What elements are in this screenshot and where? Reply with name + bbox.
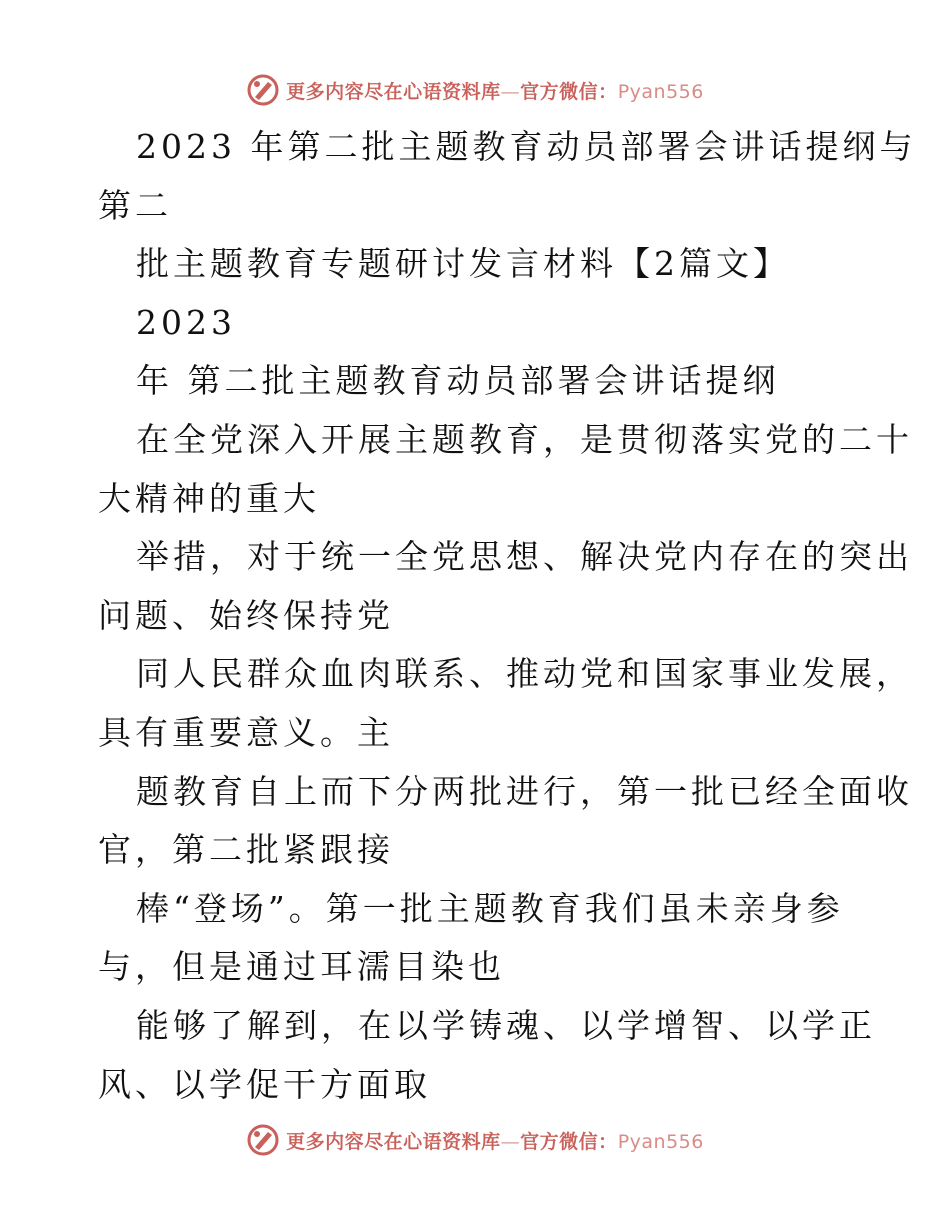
footer-watermark	[0, 1120, 950, 1160]
document-line: 批主题教育专题研讨发言材料【2篇文】	[136, 244, 790, 284]
document-line: 举措，对于统一全党思想、解决党内存在的突出	[136, 537, 913, 577]
document-line: 官，第二批紧跟接	[98, 830, 394, 870]
watermark-wechat-label: 官方微信：	[520, 80, 618, 103]
brand-logo-icon	[246, 73, 280, 107]
document-line: 2023 年第二批主题教育动员部署会讲话提纲与	[136, 127, 917, 166]
watermark-brand: 更多内容尽在心语资料库	[286, 80, 501, 103]
document-line: 风、以学促干方面取	[98, 1064, 431, 1104]
watermark-text	[286, 77, 704, 104]
document-line: 与，但是通过耳濡目染也	[98, 947, 505, 987]
document-line: 在全党深入开展主题教育，是贯彻落实党的二十	[136, 419, 913, 459]
brand-logo-icon	[246, 1123, 280, 1157]
header-watermark	[0, 70, 950, 110]
watermark-wechat-id: Pyan556	[617, 80, 704, 103]
document-line: 能够了解到，在以学铸魂、以学增智、以学正	[136, 1005, 876, 1045]
watermark-separator: —	[500, 80, 521, 103]
document-line: 年 第二批主题教育动员部署会讲话提纲	[136, 361, 780, 401]
document-line: 同人民群众血肉联系、推动党和国家事业发展，	[136, 654, 913, 694]
watermark-wechat-id: Pyan556	[617, 1130, 704, 1153]
watermark-wechat-label: 官方微信：	[520, 1130, 618, 1153]
document-line: 大精神的重大	[98, 478, 320, 518]
document-line: 棒“登场”。第一批主题教育我们虽未亲身参	[136, 888, 844, 928]
document-line: 题教育自上而下分两批进行，第一批已经全面收	[136, 771, 913, 811]
document-line: 第二	[98, 185, 172, 225]
watermark-brand: 更多内容尽在心语资料库	[286, 1130, 501, 1153]
document-line: 2023	[136, 302, 236, 342]
watermark-separator: —	[500, 1130, 521, 1153]
watermark-text	[286, 1127, 704, 1154]
document-line: 具有重要意义。主	[98, 712, 394, 752]
document-body	[98, 118, 917, 1114]
document-line: 问题、始终保持党	[98, 595, 394, 635]
